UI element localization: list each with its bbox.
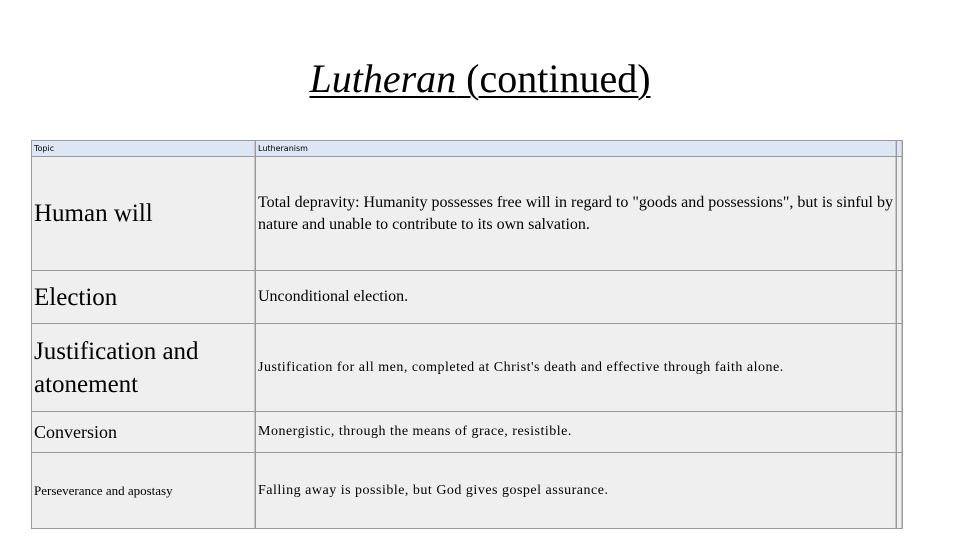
row-edge-cell: [897, 157, 903, 271]
row-desc-justification: Justification for all men, completed at Christ's death and effective through faith alone.: [256, 324, 897, 412]
row-desc-perseverance: Falling away is possible, but God gives gospel assurance.: [256, 453, 897, 529]
table-row: [32, 271, 903, 324]
row-edge-cell: [897, 412, 903, 453]
table-row: [32, 412, 903, 453]
table-header-row: [32, 141, 903, 157]
row-desc-human-will: Total depravity: Humanity possesses free will in regard to "goods and possessions", but is sinful by nature and unable to contribute to its own salvation.: [256, 157, 897, 271]
row-edge-cell: [897, 453, 903, 529]
row-topic-election: Election: [32, 271, 256, 324]
table-row: [32, 453, 903, 529]
row-topic-conversion: Conversion: [32, 412, 256, 453]
table-row: [32, 157, 903, 271]
row-topic-human-will: Human will: [32, 157, 256, 271]
row-edge-cell: [897, 324, 903, 412]
row-edge-cell: [897, 271, 903, 324]
row-desc-election: Unconditional election.: [256, 271, 897, 324]
comparison-table: [31, 140, 903, 529]
header-edge-cell: [897, 141, 903, 157]
row-topic-perseverance: Perseverance and apostasy: [32, 453, 256, 529]
row-desc-conversion: Monergistic, through the means of grace, resistible.: [256, 412, 897, 453]
slide-title-underlined: [309, 56, 650, 101]
slide-title: [0, 55, 960, 103]
header-lutheranism: Lutheranism: [256, 141, 897, 157]
slide-title-suffix: (continued): [456, 56, 651, 101]
header-topic: Topic: [32, 141, 256, 157]
row-topic-justification: Justification and atonement: [32, 324, 256, 412]
table-row: [32, 324, 903, 412]
slide-title-main: Lutheran: [309, 56, 457, 101]
